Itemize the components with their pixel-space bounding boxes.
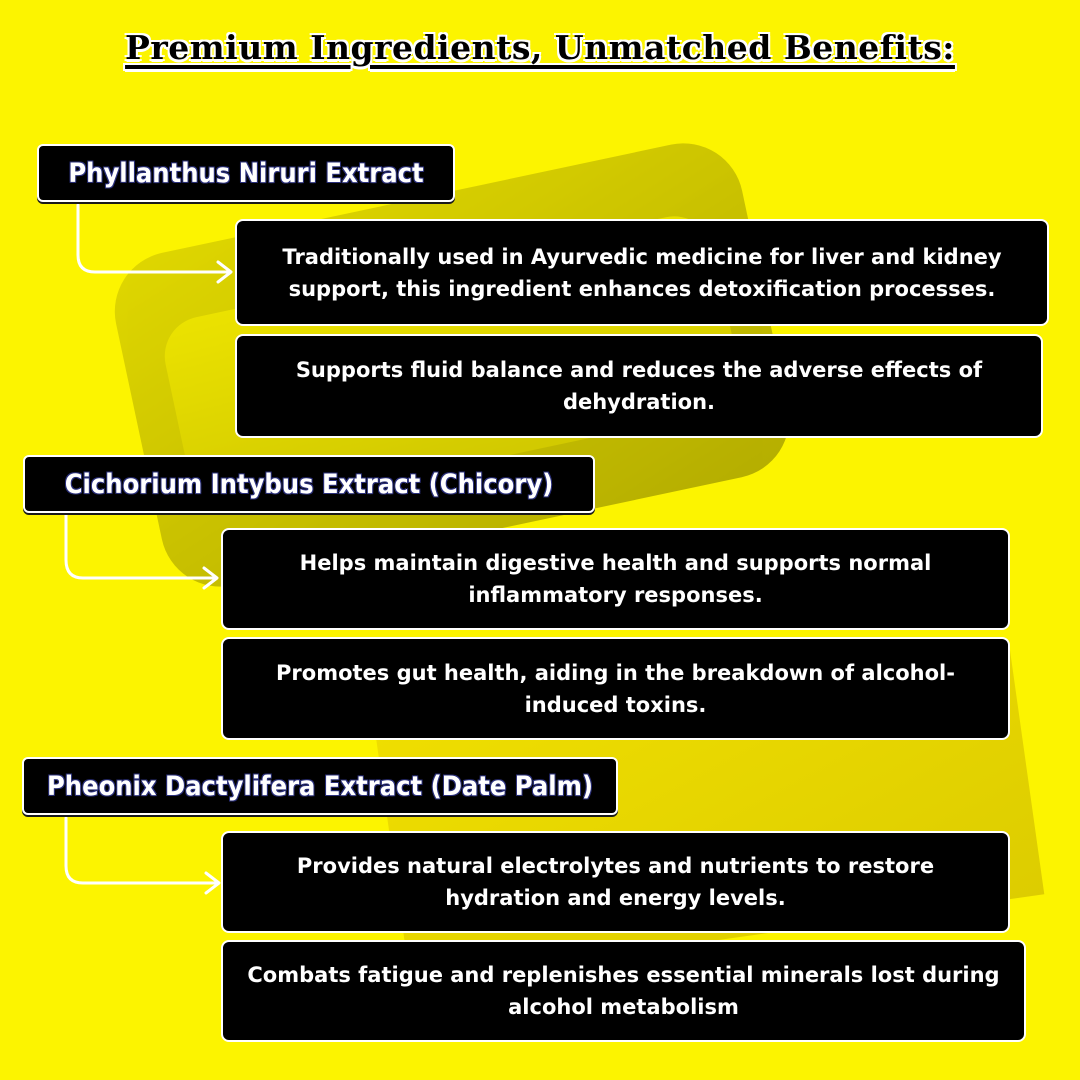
- ingredient-label-phyllanthus: Phyllanthus Niruri Extract: [37, 144, 455, 202]
- connector-arrow-3: [66, 818, 219, 893]
- benefit-box: Supports fluid balance and reduces the adverse effects of dehydration.: [235, 334, 1043, 438]
- benefit-box: Helps maintain digestive health and supports normal inflammatory responses.: [221, 528, 1010, 630]
- benefit-box: Traditionally used in Ayurvedic medicine for liver and kidney support, this ingredient enhances detoxification processes.: [235, 219, 1049, 326]
- benefit-box: Provides natural electrolytes and nutrients to restore hydration and energy levels.: [221, 831, 1010, 933]
- benefit-box: Combats fatigue and replenishes essential minerals lost during alcohol metabolism: [221, 940, 1026, 1042]
- ingredient-label-date-palm: Pheonix Dactylifera Extract (Date Palm): [22, 757, 618, 815]
- benefit-box: Promotes gut health, aiding in the breakdown of alcohol-induced toxins.: [221, 637, 1010, 740]
- page-title: Premium Ingredients, Unmatched Benefits:: [125, 28, 955, 67]
- ingredient-label-chicory: Cichorium Intybus Extract (Chicory): [23, 455, 595, 513]
